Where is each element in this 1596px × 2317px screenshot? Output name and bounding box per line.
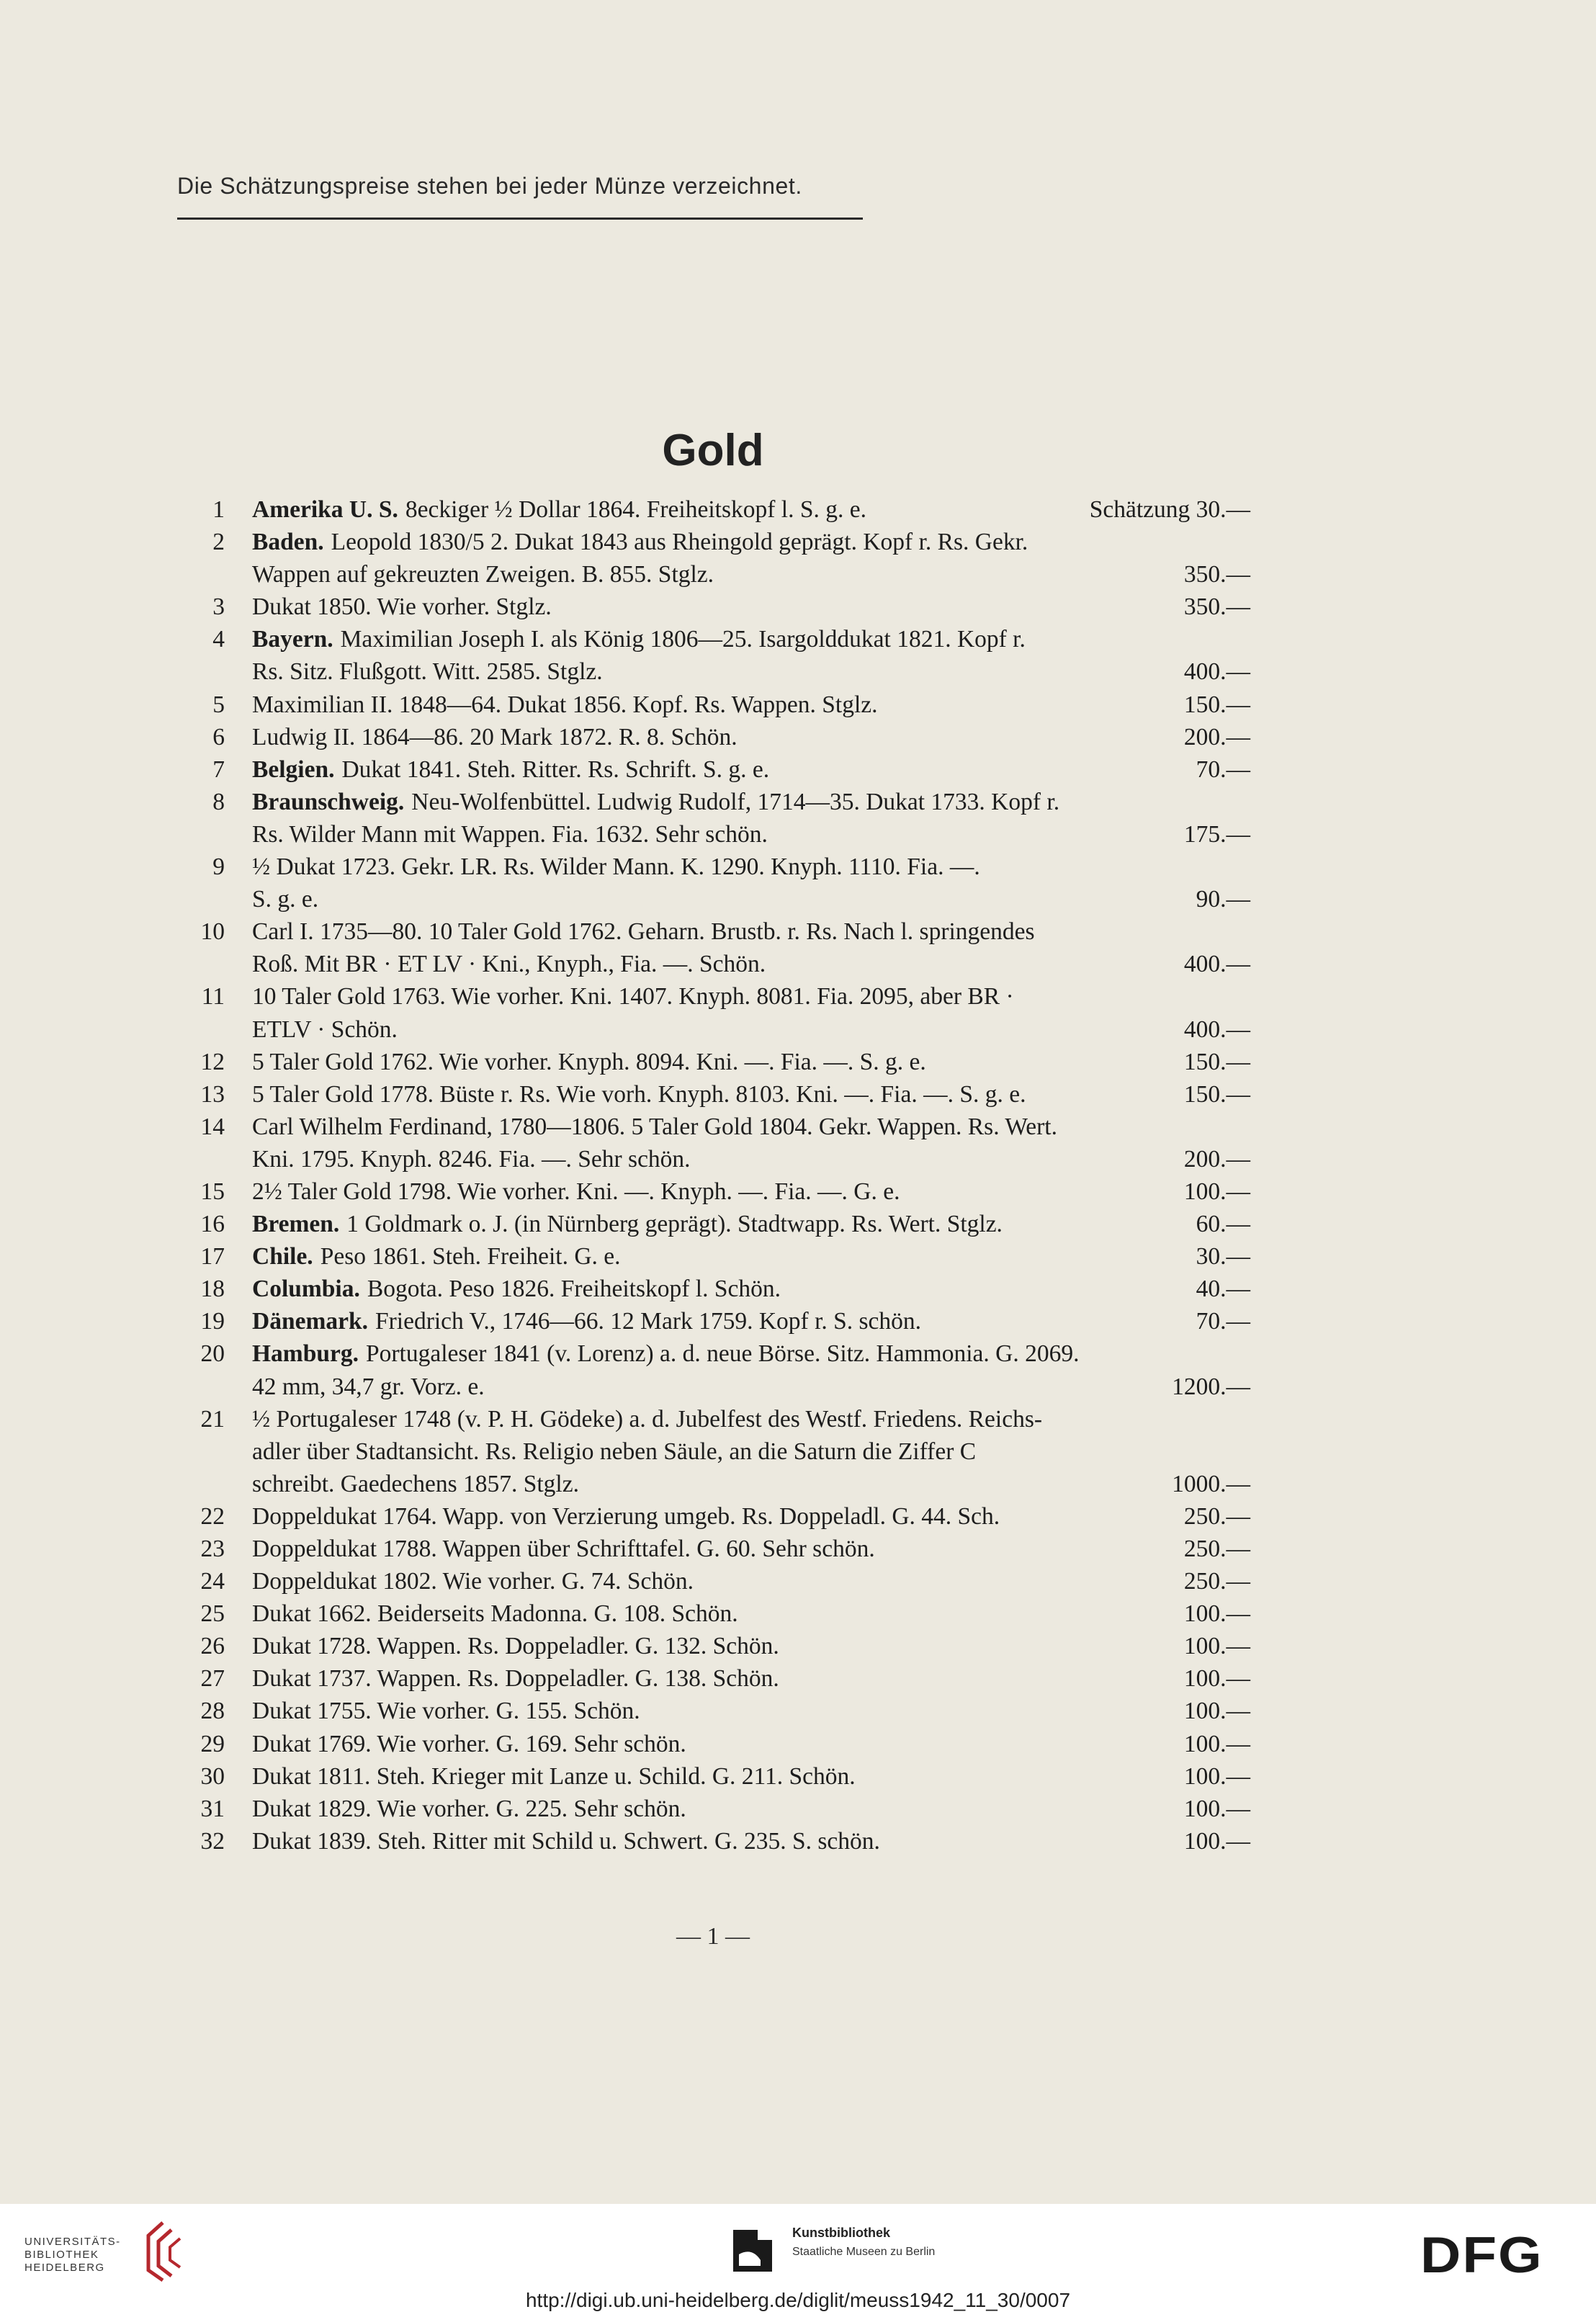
- lot-line: [0, 786, 1596, 818]
- lot-description: [252, 980, 1014, 1013]
- lot-price: 1200.—: [1172, 1373, 1250, 1400]
- lot-number: 32: [200, 1827, 225, 1855]
- lot-number: 19: [200, 1308, 225, 1335]
- lot-text-row: [252, 1468, 1250, 1500]
- lot-text-row: [252, 1337, 1250, 1370]
- lot-price: 100.—: [1183, 1827, 1250, 1855]
- lot-text-row: [252, 655, 1250, 688]
- lot-price: 100.—: [1183, 1698, 1250, 1725]
- lot-description: [252, 1695, 640, 1727]
- lot-description-text: adler über Stadtansicht. Rs. Religio neben Säule, an die Saturn die Ziffer C: [252, 1438, 977, 1465]
- lot-description: [252, 526, 1028, 558]
- lot-description: [252, 753, 769, 786]
- lot-description-text: schreibt. Gaedechens 1857. Stglz.: [252, 1470, 579, 1497]
- lot-text-row: [252, 623, 1250, 655]
- lot-description: [252, 493, 866, 526]
- lot-description: [252, 1337, 1079, 1370]
- lot-line: [0, 591, 1596, 623]
- lot-entry: [0, 526, 1596, 591]
- lot-price: 100.—: [1183, 1665, 1250, 1693]
- kunstbibliothek-title: Kunstbibliothek: [792, 2226, 890, 2240]
- lot-entry: [0, 1825, 1596, 1857]
- lot-description: [252, 591, 552, 623]
- lot-line: [0, 1597, 1596, 1630]
- ub-logo-line: BIBLIOTHEK: [24, 2249, 99, 2261]
- lot-price: 250.—: [1183, 1502, 1250, 1530]
- lot-country: Amerika U. S.: [252, 496, 398, 523]
- lot-number: 15: [200, 1178, 225, 1205]
- lot-line: [0, 1403, 1596, 1435]
- lot-description-text: S. g. e.: [252, 886, 319, 913]
- lot-entry: [0, 1305, 1596, 1337]
- section-title: Gold: [662, 426, 764, 475]
- lot-entry: [0, 1533, 1596, 1565]
- lot-number: 10: [200, 918, 225, 946]
- lot-entry: [0, 1662, 1596, 1695]
- lot-price: 250.—: [1183, 1568, 1250, 1595]
- lot-description-text: 5 Taler Gold 1778. Büste r. Rs. Wie vorh. Knyph. 8103. Kni. —. Fia. —. S. g. e.: [252, 1080, 1026, 1108]
- lot-description-text: Dukat 1769. Wie vorher. G. 169. Sehr schön.: [252, 1730, 686, 1757]
- lot-description-text: Doppeldukat 1764. Wapp. von Verzierung umgeb. Rs. Doppeladl. G. 44. Sch.: [252, 1502, 1000, 1530]
- lot-number: 7: [212, 756, 225, 783]
- lot-line: [0, 721, 1596, 753]
- lot-entry: [0, 753, 1596, 786]
- lot-entry: [0, 1111, 1596, 1175]
- lot-description-text: Dukat 1841. Steh. Ritter. Rs. Schrift. S. g. e.: [341, 756, 770, 783]
- lot-entry: [0, 1695, 1596, 1727]
- lot-entry: [0, 1630, 1596, 1662]
- lot-text-row: [252, 1565, 1250, 1597]
- lot-country: Columbia.: [252, 1276, 360, 1303]
- header-note: Die Schätzungspreise stehen bei jeder Münze verzeichnet.: [177, 173, 802, 199]
- lot-line: [0, 1305, 1596, 1337]
- lot-entry: [0, 1208, 1596, 1240]
- lot-description-text: 5 Taler Gold 1762. Wie vorher. Knyph. 8094. Kni. —. Fia. —. S. g. e.: [252, 1048, 926, 1075]
- lot-description: [252, 1143, 691, 1175]
- lot-description-text: 2½ Taler Gold 1798. Wie vorher. Kni. —. Knyph. —. Fia. —. G. e.: [252, 1178, 900, 1205]
- lot-line: [0, 1337, 1596, 1370]
- lot-description: [252, 1500, 1000, 1533]
- lot-description: [252, 1793, 686, 1825]
- lot-description: [252, 721, 738, 753]
- lot-number: 5: [212, 691, 225, 718]
- lot-description-text: Maximilian Joseph I. als König 1806—25. Isargolddukat 1821. Kopf r.: [340, 626, 1026, 653]
- lot-entry: [0, 689, 1596, 721]
- lot-number: 1: [212, 496, 225, 523]
- lot-number: 8: [212, 788, 225, 815]
- lot-number: 31: [200, 1795, 225, 1822]
- lot-description-text: Dukat 1829. Wie vorher. G. 225. Sehr schön.: [252, 1795, 686, 1822]
- lot-text-row: [252, 1273, 1250, 1305]
- lot-number: 14: [200, 1113, 225, 1140]
- lot-number: 23: [200, 1536, 225, 1562]
- ub-heidelberg-logo-text[interactable]: [24, 2236, 121, 2275]
- lot-text-row: [252, 1078, 1250, 1111]
- lot-number: 9: [212, 853, 225, 881]
- lot-description: [252, 1403, 1042, 1435]
- lot-description: [252, 948, 766, 980]
- lot-description-text: Rs. Wilder Mann mit Wappen. Fia. 1632. Sehr schön.: [252, 820, 768, 848]
- lot-text-row: [252, 883, 1250, 915]
- lot-description: [252, 1273, 781, 1305]
- lot-description-text: Carl I. 1735—80. 10 Taler Gold 1762. Geharn. Brustb. r. Rs. Nach l. springendes: [252, 918, 1035, 946]
- lot-text-row: [252, 786, 1250, 818]
- lot-line: [0, 980, 1596, 1013]
- lot-description: [252, 1078, 1026, 1111]
- lot-price: 350.—: [1183, 561, 1250, 588]
- lot-country: Belgien.: [252, 756, 335, 783]
- lot-description-text: 8eckiger ½ Dollar 1864. Freiheitskopf l. S. g. e.: [405, 496, 866, 523]
- lot-price: 400.—: [1183, 1016, 1250, 1043]
- ub-heidelberg-logo-icon[interactable]: [143, 2220, 187, 2282]
- lot-description: [252, 1435, 976, 1468]
- lot-text-row: [252, 1825, 1250, 1857]
- lot-description-text: Dukat 1737. Wappen. Rs. Doppeladler. G. 138. Schön.: [252, 1665, 779, 1693]
- lot-price: 150.—: [1183, 1048, 1250, 1075]
- lot-number: 28: [200, 1698, 225, 1725]
- lot-description-text: 42 mm, 34,7 gr. Vorz. e.: [252, 1373, 485, 1400]
- lot-description: [252, 1046, 926, 1078]
- lot-country: Hamburg.: [252, 1340, 359, 1368]
- lot-number: 25: [200, 1600, 225, 1628]
- lot-list: [0, 493, 1596, 1857]
- lot-country: Dänemark.: [252, 1308, 368, 1335]
- lot-description-text: Bogota. Peso 1826. Freiheitskopf l. Schön.: [367, 1276, 781, 1303]
- lot-line: [0, 1533, 1596, 1565]
- lot-price: 90.—: [1196, 886, 1250, 913]
- page-number: — 1 —: [676, 1923, 750, 1950]
- lot-entry: [0, 591, 1596, 623]
- lot-description-text: ½ Dukat 1723. Gekr. LR. Rs. Wilder Mann. K. 1290. Knyph. 1110. Fia. —.: [252, 853, 980, 881]
- lot-description-text: Ludwig II. 1864—86. 20 Mark 1872. R. 8. Schön.: [252, 723, 738, 750]
- lot-description-text: Leopold 1830/5 2. Dukat 1843 aus Rheingold geprägt. Kopf r. Rs. Gekr.: [331, 529, 1028, 556]
- lot-price: 100.—: [1183, 1633, 1250, 1660]
- lot-description-text: ETLV · Schön.: [252, 1016, 398, 1043]
- lot-entry: [0, 1565, 1596, 1597]
- lot-description-text: Rs. Sitz. Flußgott. Witt. 2585. Stglz.: [252, 658, 603, 686]
- lot-text-row: [252, 980, 1250, 1013]
- lot-number: 2: [212, 529, 225, 556]
- lot-description-text: Kni. 1795. Knyph. 8246. Fia. —. Sehr schön.: [252, 1145, 691, 1173]
- lot-price: 175.—: [1183, 820, 1250, 848]
- lot-line: [0, 1825, 1596, 1857]
- lot-description-text: Neu-Wolfenbüttel. Ludwig Rudolf, 1714—35. Dukat 1733. Kopf r.: [411, 788, 1060, 815]
- lot-price: 400.—: [1183, 658, 1250, 686]
- lot-price: 60.—: [1196, 1211, 1250, 1238]
- lot-text-row: [252, 721, 1250, 753]
- lot-entry: [0, 980, 1596, 1045]
- lot-description: [252, 655, 603, 688]
- lot-price: Schätzung 30.—: [1089, 496, 1250, 523]
- lot-text-row: [252, 1046, 1250, 1078]
- lot-number: 11: [201, 983, 225, 1010]
- lot-description: [252, 1305, 921, 1337]
- lot-text-row: [252, 1695, 1250, 1727]
- lot-number: 6: [212, 723, 225, 750]
- lot-text-row: [252, 1240, 1250, 1273]
- lot-line: [0, 1468, 1596, 1500]
- lot-text-row: [252, 689, 1250, 721]
- lot-price: 100.—: [1183, 1178, 1250, 1205]
- dfg-logo[interactable]: DFG: [1420, 2226, 1543, 2284]
- lot-line: [0, 655, 1596, 688]
- lot-line: [0, 1371, 1596, 1403]
- lot-line: [0, 1435, 1596, 1468]
- lot-number: 27: [200, 1665, 225, 1693]
- lot-text-row: [252, 1208, 1250, 1240]
- lot-entry: [0, 1760, 1596, 1793]
- lot-text-row: [252, 1403, 1250, 1435]
- lot-text-row: [252, 1630, 1250, 1662]
- lot-line: [0, 1013, 1596, 1046]
- lot-text-row: [252, 1371, 1250, 1403]
- lot-line: [0, 1662, 1596, 1695]
- lot-price: 100.—: [1183, 1762, 1250, 1790]
- lot-description: [252, 1240, 621, 1273]
- lot-description: [252, 1468, 579, 1500]
- lot-number: 29: [200, 1730, 225, 1757]
- lot-description: [252, 558, 714, 591]
- lot-description: [252, 851, 980, 883]
- lot-description-text: Dukat 1811. Steh. Krieger mit Lanze u. Schild. G. 211. Schön.: [252, 1762, 856, 1790]
- lot-description: [252, 1208, 1003, 1240]
- lot-line: [0, 526, 1596, 558]
- lot-text-row: [252, 851, 1250, 883]
- kunstbibliothek-logo-icon: [729, 2226, 776, 2276]
- kunstbibliothek-subtitle: Staatliche Museen zu Berlin: [792, 2246, 936, 2258]
- lot-price: 150.—: [1183, 691, 1250, 718]
- lot-description-text: Dukat 1839. Steh. Ritter mit Schild u. Schwert. G. 235. S. schön.: [252, 1827, 880, 1855]
- lot-text-row: [252, 1728, 1250, 1760]
- lot-description: [252, 1533, 875, 1565]
- lot-number: 24: [200, 1568, 225, 1595]
- lot-entry: [0, 1175, 1596, 1208]
- lot-price: 100.—: [1183, 1730, 1250, 1757]
- lot-text-row: [252, 818, 1250, 851]
- lot-line: [0, 1078, 1596, 1111]
- lot-description: [252, 1013, 398, 1046]
- lot-country: Braunschweig.: [252, 788, 405, 815]
- lot-description: [252, 1597, 738, 1630]
- lot-entry: [0, 623, 1596, 688]
- lot-price: 400.—: [1183, 951, 1250, 978]
- lot-description-text: Wappen auf gekreuzten Zweigen. B. 855. Stglz.: [252, 561, 714, 588]
- lot-line: [0, 1273, 1596, 1305]
- lot-price: 150.—: [1183, 1080, 1250, 1108]
- lot-description-text: 10 Taler Gold 1763. Wie vorher. Kni. 1407. Knyph. 8081. Fia. 2095, aber BR ·: [252, 983, 1014, 1010]
- lot-description: [252, 1111, 1057, 1143]
- lot-text-row: [252, 1597, 1250, 1630]
- lot-price: 30.—: [1196, 1243, 1250, 1270]
- lot-entry: [0, 1597, 1596, 1630]
- lot-description: [252, 1371, 485, 1403]
- lot-price: 100.—: [1183, 1795, 1250, 1822]
- lot-entry: [0, 1078, 1596, 1111]
- lot-price: 100.—: [1183, 1600, 1250, 1628]
- lot-number: 3: [212, 593, 225, 621]
- lot-entry: [0, 1793, 1596, 1825]
- lot-price: 350.—: [1183, 593, 1250, 621]
- lot-description: [252, 689, 878, 721]
- lot-line: [0, 493, 1596, 526]
- source-url-link[interactable]: http://digi.ub.uni-heidelberg.de/diglit/meuss1942_11_30/0007: [525, 2289, 1071, 2311]
- lot-description-text: Doppeldukat 1802. Wie vorher. G. 74. Schön.: [252, 1568, 694, 1595]
- lot-entry: [0, 1273, 1596, 1305]
- lot-description: [252, 1630, 779, 1662]
- lot-description-text: ½ Portugaleser 1748 (v. P. H. Gödeke) a. d. Jubelfest des Westf. Friedens. Reichs-: [252, 1405, 1043, 1433]
- lot-description: [252, 1175, 900, 1208]
- lot-description-text: Dukat 1850. Wie vorher. Stglz.: [252, 593, 552, 621]
- lot-text-row: [252, 591, 1250, 623]
- lot-text-row: [252, 1500, 1250, 1533]
- lot-entry: [0, 493, 1596, 526]
- lot-line: [0, 1565, 1596, 1597]
- lot-line: [0, 623, 1596, 655]
- lot-description: [252, 883, 318, 915]
- lot-description-text: Dukat 1662. Beiderseits Madonna. G. 108. Schön.: [252, 1600, 738, 1628]
- lot-price: 70.—: [1196, 1308, 1250, 1335]
- lot-text-row: [252, 526, 1250, 558]
- lot-line: [0, 1793, 1596, 1825]
- lot-price: 200.—: [1183, 1145, 1250, 1173]
- lot-description: [252, 623, 1026, 655]
- lot-text-row: [252, 558, 1250, 591]
- lot-line: [0, 1240, 1596, 1273]
- lot-number: 30: [200, 1762, 225, 1790]
- lot-line: [0, 883, 1596, 915]
- ub-logo-line: HEIDELBERG: [24, 2262, 105, 2274]
- lot-line: [0, 818, 1596, 851]
- lot-text-row: [252, 1143, 1250, 1175]
- lot-text-row: [252, 1175, 1250, 1208]
- lot-description: [252, 1728, 686, 1760]
- lot-line: [0, 1046, 1596, 1078]
- lot-text-row: [252, 1111, 1250, 1143]
- lot-text-row: [252, 1662, 1250, 1695]
- ub-logo-line: UNIVERSITÄTS-: [24, 2236, 121, 2248]
- lot-number: 20: [200, 1340, 225, 1368]
- lot-text-row: [252, 1305, 1250, 1337]
- lot-description-text: Dukat 1755. Wie vorher. G. 155. Schön.: [252, 1698, 640, 1725]
- lot-line: [0, 1695, 1596, 1727]
- lot-number: 18: [200, 1276, 225, 1303]
- lot-entry: [0, 721, 1596, 753]
- lot-country: Baden.: [252, 529, 324, 556]
- lot-entry: [0, 1500, 1596, 1533]
- lot-description: [252, 1565, 694, 1597]
- lot-line: [0, 915, 1596, 948]
- lot-line: [0, 1728, 1596, 1760]
- lot-number: 17: [200, 1243, 225, 1270]
- lot-line: [0, 1111, 1596, 1143]
- lot-text-row: [252, 948, 1250, 980]
- lot-price: 200.—: [1183, 723, 1250, 750]
- lot-entry: [0, 1240, 1596, 1273]
- lot-description: [252, 1662, 779, 1695]
- header-rule: [177, 218, 863, 220]
- lot-entry: [0, 915, 1596, 980]
- lot-entry: [0, 1337, 1596, 1402]
- lot-entry: [0, 1403, 1596, 1500]
- lot-price: 250.—: [1183, 1536, 1250, 1562]
- lot-text-row: [252, 493, 1250, 526]
- lot-line: [0, 1143, 1596, 1175]
- lot-text-row: [252, 753, 1250, 786]
- lot-description-text: Roß. Mit BR · ET LV · Kni., Knyph., Fia. —. Schön.: [252, 951, 766, 978]
- lot-description-text: Friedrich V., 1746—66. 12 Mark 1759. Kopf r. S. schön.: [375, 1308, 922, 1335]
- lot-entry: [0, 1046, 1596, 1078]
- lot-description-text: Portugaleser 1841 (v. Lorenz) a. d. neue Börse. Sitz. Hammonia. G. 2069.: [365, 1340, 1080, 1368]
- lot-country: Bayern.: [252, 626, 333, 653]
- lot-line: [0, 1208, 1596, 1240]
- lot-description-text: Maximilian II. 1848—64. Dukat 1856. Kopf. Rs. Wappen. Stglz.: [252, 691, 878, 718]
- lot-description-text: Carl Wilhelm Ferdinand, 1780—1806. 5 Taler Gold 1804. Gekr. Wappen. Rs. Wert.: [252, 1113, 1057, 1140]
- lot-price: 70.—: [1196, 756, 1250, 783]
- lot-line: [0, 753, 1596, 786]
- lot-country: Chile.: [252, 1243, 313, 1270]
- lot-price: 40.—: [1196, 1276, 1250, 1303]
- lot-text-row: [252, 915, 1250, 948]
- lot-line: [0, 689, 1596, 721]
- lot-number: 4: [212, 626, 225, 653]
- lot-line: [0, 851, 1596, 883]
- lot-text-row: [252, 1435, 1250, 1468]
- lot-number: 12: [200, 1048, 225, 1075]
- lot-price: 1000.—: [1172, 1470, 1250, 1497]
- lot-number: 22: [200, 1502, 225, 1530]
- lot-line: [0, 948, 1596, 980]
- lot-description: [252, 818, 768, 851]
- lot-line: [0, 1760, 1596, 1793]
- lot-description-text: Dukat 1728. Wappen. Rs. Doppeladler. G. 132. Schön.: [252, 1633, 779, 1660]
- lot-description-text: Peso 1861. Steh. Freiheit. G. e.: [320, 1243, 621, 1270]
- lot-line: [0, 1630, 1596, 1662]
- lot-entry: [0, 1728, 1596, 1760]
- lot-text-row: [252, 1793, 1250, 1825]
- footer-bar: [0, 2204, 1596, 2288]
- lot-description-text: 1 Goldmark o. J. (in Nürnberg geprägt). Stadtwapp. Rs. Wert. Stglz.: [346, 1211, 1003, 1238]
- lot-description: [252, 1760, 856, 1793]
- lot-description: [252, 786, 1059, 818]
- lot-text-row: [252, 1533, 1250, 1565]
- lot-country: Bremen.: [252, 1211, 340, 1238]
- lot-number: 13: [200, 1080, 225, 1108]
- lot-entry: [0, 786, 1596, 851]
- lot-number: 26: [200, 1633, 225, 1660]
- lot-text-row: [252, 1760, 1250, 1793]
- lot-description: [252, 915, 1035, 948]
- lot-line: [0, 1175, 1596, 1208]
- lot-entry: [0, 851, 1596, 915]
- lot-number: 21: [200, 1405, 225, 1433]
- lot-line: [0, 558, 1596, 591]
- lot-description-text: Doppeldukat 1788. Wappen über Schrifttafel. G. 60. Sehr schön.: [252, 1536, 875, 1562]
- lot-number: 16: [200, 1211, 225, 1238]
- lot-text-row: [252, 1013, 1250, 1046]
- lot-description: [252, 1825, 880, 1857]
- lot-line: [0, 1500, 1596, 1533]
